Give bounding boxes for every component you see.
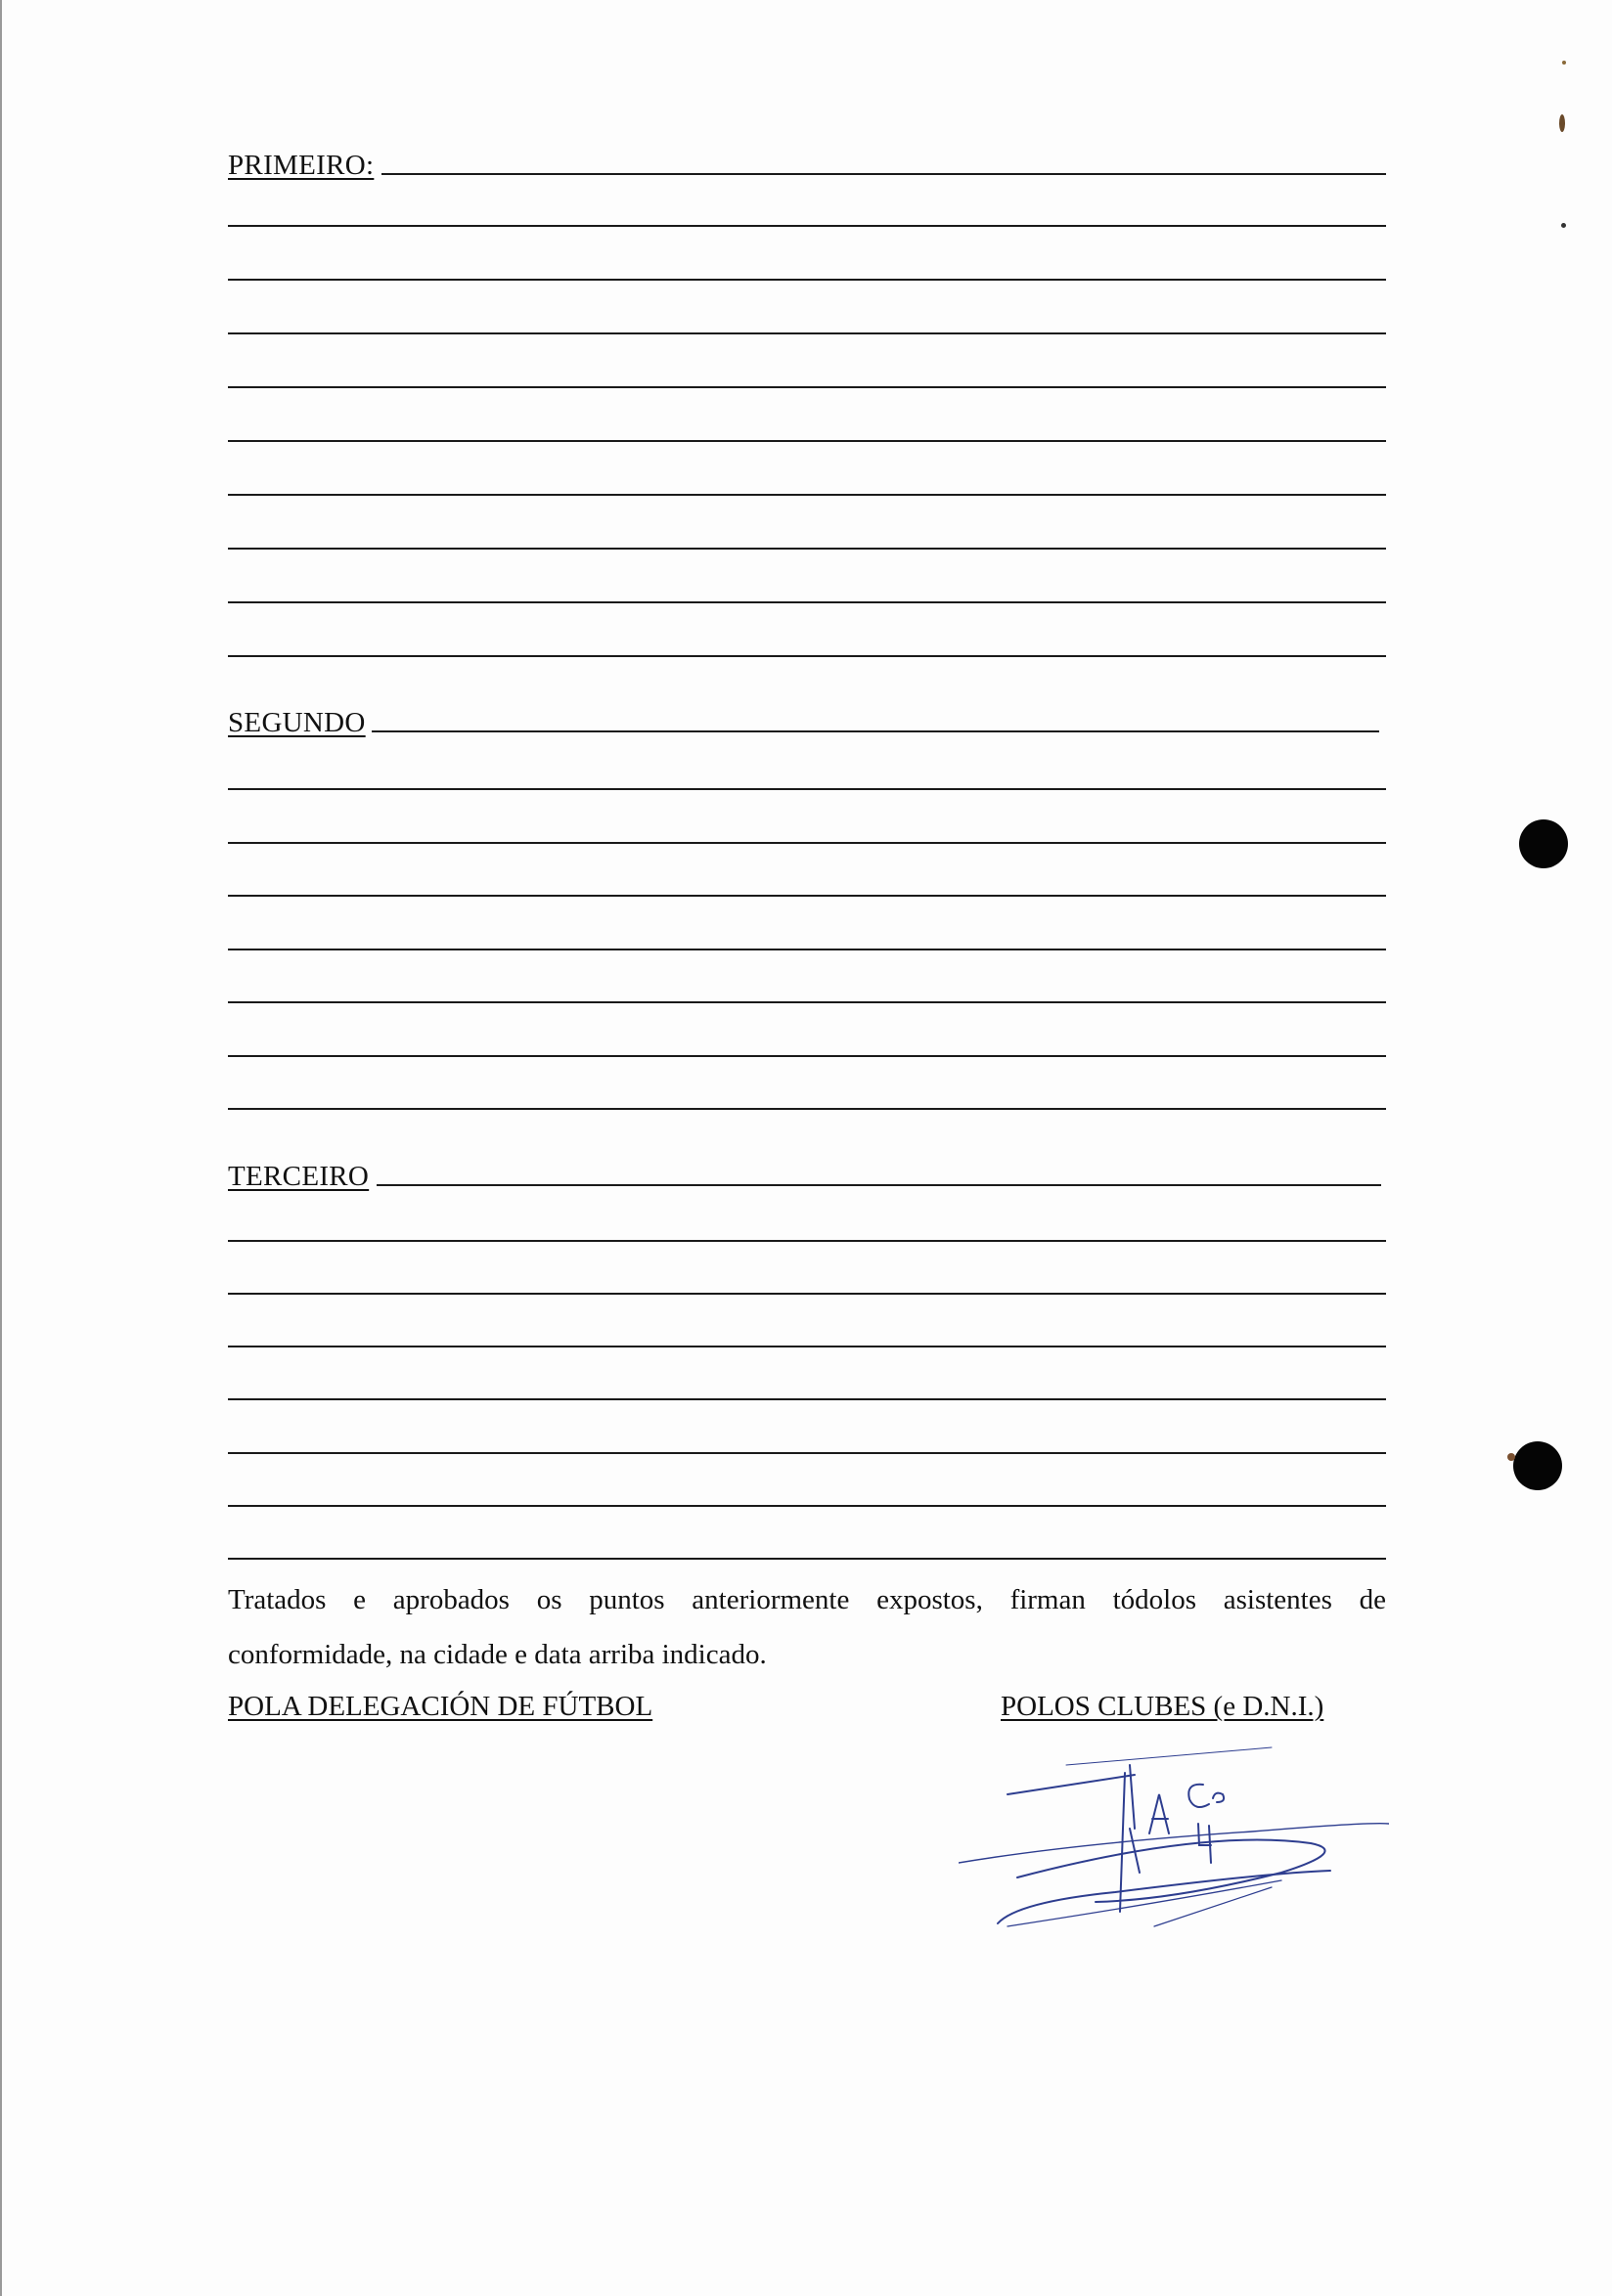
- terceiro-write-line: [228, 1240, 1386, 1242]
- terceiro-write-line: [228, 1346, 1386, 1347]
- closing-line-1: Tratados e aprobados os puntos anteriormente expostos, firman tódolos asistentes de: [228, 1584, 1386, 1615]
- segundo-write-line: [228, 788, 1386, 790]
- segundo-write-line: [228, 842, 1386, 844]
- primeiro-write-line: [228, 440, 1386, 442]
- primeiro-write-line: [228, 279, 1386, 281]
- punch-hole: [1513, 1441, 1562, 1490]
- segundo-write-line: [228, 1055, 1386, 1057]
- segundo-write-line: [228, 949, 1386, 950]
- primeiro-write-line: [228, 494, 1386, 496]
- terceiro-write-line: [228, 1293, 1386, 1295]
- segundo-write-line: [228, 895, 1386, 897]
- segundo-heading: SEGUNDO: [228, 707, 366, 738]
- delegation-signature-label: POLA DELEGACIÓN DE FÚTBOL: [228, 1691, 653, 1722]
- segundo-write-line: [228, 1001, 1386, 1003]
- primeiro-write-line: [228, 225, 1386, 227]
- segundo-write-line: [228, 1108, 1386, 1110]
- terceiro-write-line: [228, 1505, 1386, 1507]
- primeiro-write-line: [228, 386, 1386, 388]
- clubs-signature-label: POLOS CLUBES (e D.N.I.): [1001, 1691, 1324, 1722]
- punch-hole: [1519, 819, 1568, 868]
- primeiro-write-line: [228, 548, 1386, 550]
- closing-paragraph: [228, 1572, 1386, 1682]
- handwritten-signature: [959, 1736, 1389, 1961]
- terceiro-write-line: [228, 1558, 1386, 1560]
- terceiro-write-line: [228, 1452, 1386, 1454]
- page-edge: [0, 0, 2, 2296]
- terceiro-heading: TERCEIRO: [228, 1161, 370, 1192]
- primeiro-write-line: [228, 332, 1386, 334]
- closing-line-2: conformidade, na cidade e data arriba indicado.: [228, 1639, 767, 1670]
- scan-speck: [1507, 1453, 1515, 1461]
- scan-speck: [1561, 223, 1566, 228]
- primeiro-heading: PRIMEIRO:: [228, 150, 375, 181]
- primeiro-heading-line: [381, 173, 1386, 175]
- primeiro-write-line: [228, 655, 1386, 657]
- scan-speck: [1562, 61, 1566, 65]
- primeiro-write-line: [228, 601, 1386, 603]
- scan-speck: [1559, 114, 1565, 132]
- segundo-heading-line: [372, 730, 1379, 732]
- terceiro-heading-line: [377, 1184, 1381, 1186]
- terceiro-write-line: [228, 1398, 1386, 1400]
